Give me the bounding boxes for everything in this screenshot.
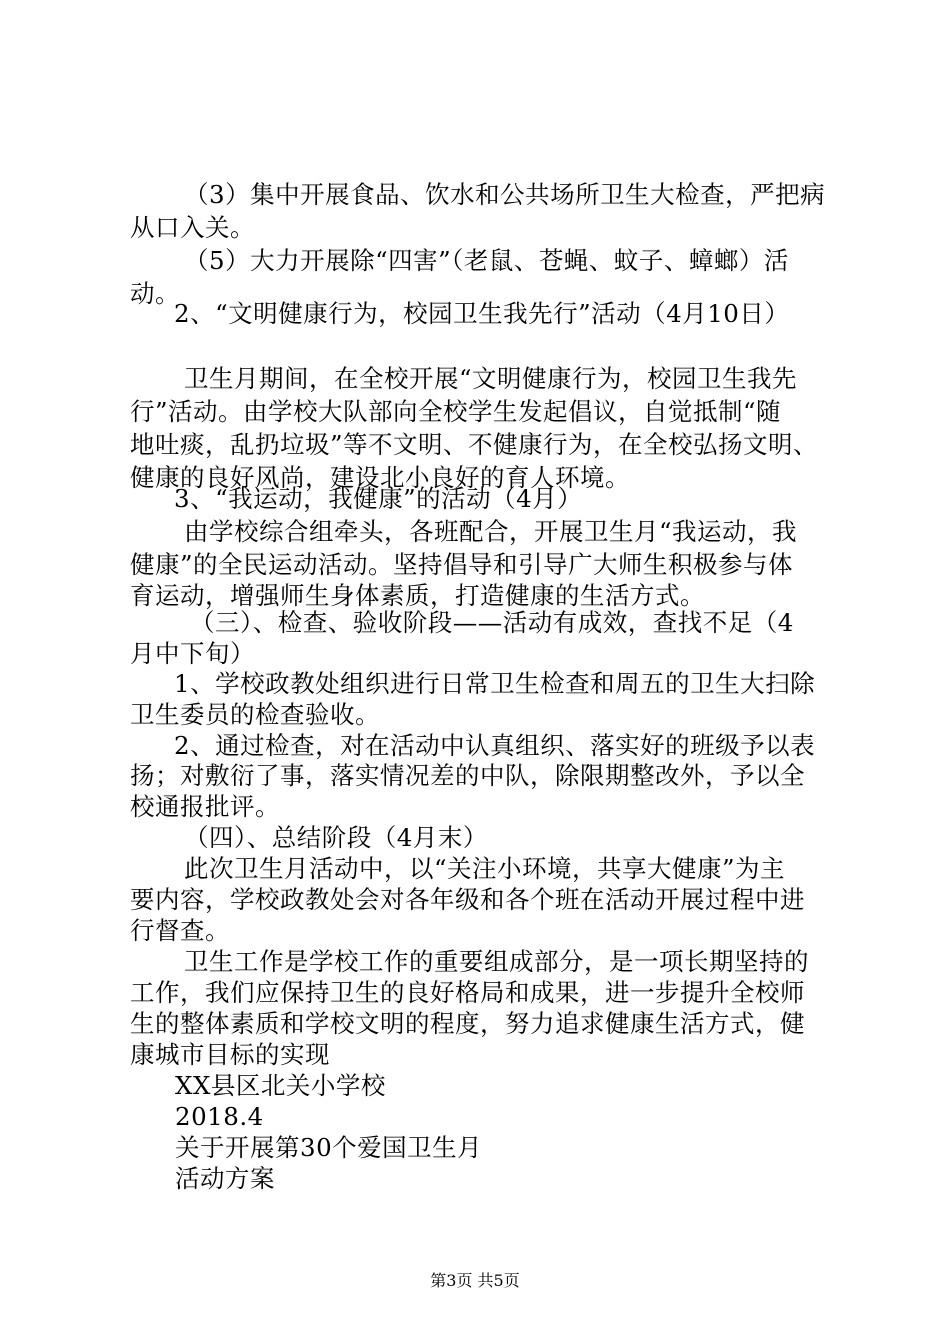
signature-organization: XX县区北关小学校 [175,1071,386,1100]
signature-date: 2018.4 [175,1102,264,1131]
document-title-line: 关于开展第30个爱国卫生月 [175,1133,483,1162]
text-line: 工作，我们应保持卫生的良好格局和成果，进一步提升全校师 [130,978,805,1007]
text-line: （5）大力开展除“四害”（老鼠、苍蝇、蚊子、蟑螂）活 [184,246,789,275]
text-line: 动。 [130,279,180,308]
text-line: 从口入关。 [130,213,255,242]
text-line: 校通报批评。 [130,792,280,821]
text-line: 1、学校政教处组织进行日常卫生检查和周五的卫生大扫除 [174,669,816,698]
text-line: 此次卫生月活动中，以“关注小环境，共享大健康”为主 [184,854,786,883]
text-line: 3、“我运动，我健康”的活动（4月） [174,484,583,513]
text-line: 康城市目标的实现 [130,1040,330,1069]
text-line: 健康”的全民运动活动。坚持倡导和引导广大师生积极参与体 [130,550,794,579]
text-line: 健康的良好风尚，建设北小良好的育人环境。 [130,463,630,492]
text-line: 行督查。 [130,916,230,945]
page-number: 第3页 共5页 [430,1271,520,1290]
text-line: （四）、总结阶段（4月末） [184,823,488,852]
text-line: 由学校综合组牵头，各班配合，开展卫生月“我运动，我 [184,517,798,546]
text-line: 生的整体素质和学校文明的程度，努力追求健康生活方式，健 [130,1009,805,1038]
text-line: 育运动，增强师生身体素质，打造健康的生活方式。 [130,581,705,610]
text-line: 卫生工作是学校工作的重要组成部分，是一项长期坚持的 [184,947,809,976]
text-line: 扬；对敷衍了事，落实情况差的中队，除限期整改外，予以全 [130,761,805,790]
text-line: 2、通过检查，对在活动中认真组织、落实好的班级予以表 [174,731,816,760]
text-line: 卫生月期间，在全校开展“文明健康行为，校园卫生我先 [184,364,798,393]
text-line: 2、“文明健康行为，校园卫生我先行”活动（4月10日） [174,299,790,328]
text-line: 要内容，学校政教处会对各年级和各个班在活动开展过程中进 [130,885,805,914]
text-line: 行”活动。由学校大队部向全校学生发起倡议，自觉抵制“随 [130,397,782,426]
document-title-line: 活动方案 [175,1164,275,1193]
text-line: （三）、检查、验收阶段——活动有成效，查找不足（4 [190,608,794,637]
text-line: 卫生委员的检查验收。 [130,700,380,729]
text-line: 地吐痰，乱扔垃圾”等不文明、不健康行为，在全校弘扬文明、 [130,430,819,459]
text-line: （3）集中开展食品、饮水和公共场所卫生大检查，严把病 [184,180,826,209]
text-line: 月中下旬） [130,639,255,668]
